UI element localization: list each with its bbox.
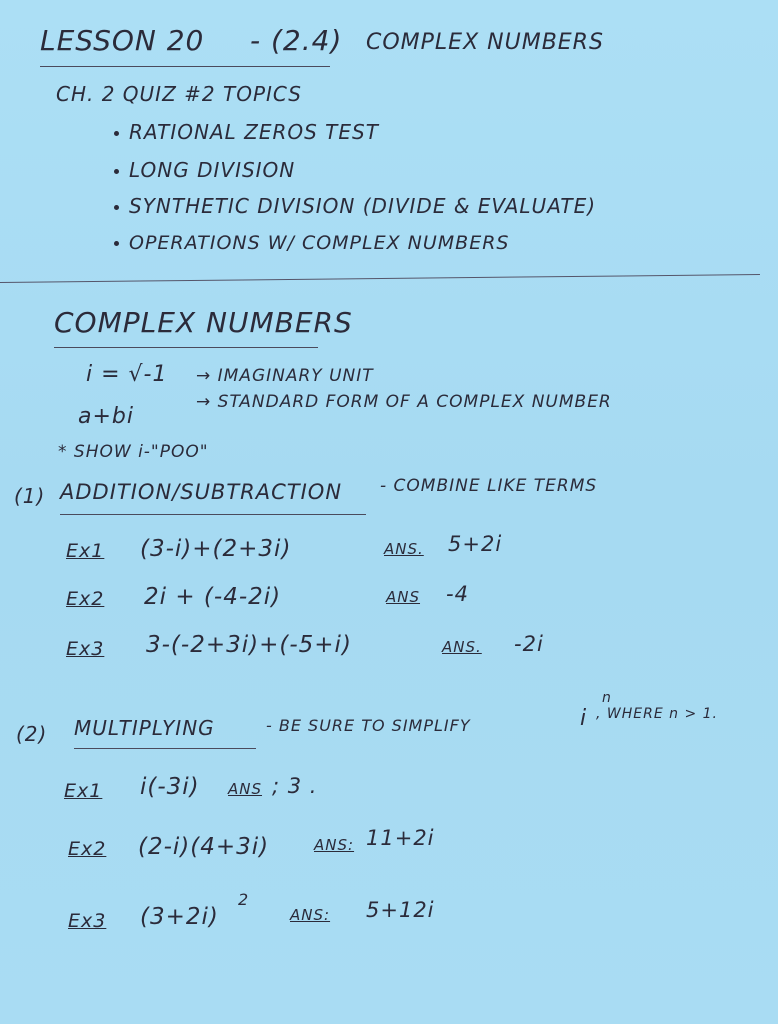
quiz-topic-item: [114, 120, 379, 144]
example-expression: i(-3i): [140, 774, 200, 800]
simplify-i: i: [580, 706, 588, 731]
bullet-icon: [114, 131, 119, 136]
lesson-topic: COMPLEX NUMBERS: [366, 30, 604, 55]
example-label: Ex2: [66, 588, 105, 610]
example-label: Ex1: [66, 540, 105, 562]
imaginary-unit-def: i = √-1: [86, 362, 168, 387]
quiz-topic-label: SYNTHETIC DIVISION (DIVIDE & EVALUATE): [129, 194, 597, 218]
quiz-topic-item: [114, 194, 596, 218]
multiplying-title: MULTIPLYING: [74, 716, 215, 740]
quiz-topic-label: RATIONAL ZEROS TEST: [129, 120, 379, 144]
quiz-title: CH. 2 QUIZ #2 TOPICS: [56, 82, 302, 106]
quiz-topic-item: [114, 232, 509, 254]
standard-form-label: → STANDARD FORM OF A COMPLEX NUMBER: [196, 392, 612, 412]
lesson-title-underline: [40, 66, 330, 67]
multiplying-desc: - BE SURE TO SIMPLIFY: [266, 716, 471, 735]
example-label: Ex2: [68, 838, 107, 860]
multiplying-title-underline: [74, 748, 256, 749]
answer-label: ANS: [228, 780, 263, 798]
example-exponent: 2: [238, 890, 249, 909]
section-divider: [0, 274, 760, 283]
answer-value: ; 3 .: [272, 774, 318, 798]
answer-label: ANS: [386, 588, 421, 606]
complex-title-underline: [54, 347, 318, 348]
answer-label: ANS:: [314, 836, 355, 854]
example-expression: 3-(-2+3i)+(-5+i): [146, 632, 352, 658]
simplify-exponent: n: [602, 690, 611, 706]
addition-title: ADDITION/SUBTRACTION: [60, 480, 343, 504]
answer-label: ANS:: [290, 906, 331, 924]
lesson-title: LESSON 20: [40, 24, 205, 57]
answer-value: 5+12i: [366, 898, 435, 922]
addition-desc: - COMBINE LIKE TERMS: [380, 476, 598, 496]
show-note: * SHOW i-"POO": [58, 442, 209, 462]
example-expression: (2-i)(4+3i): [138, 834, 270, 860]
bullet-icon: [114, 205, 119, 210]
imaginary-unit-label: → IMAGINARY UNIT: [196, 366, 374, 386]
section-number: (2): [16, 722, 48, 746]
bullet-icon: [114, 169, 119, 174]
section-number: (1): [14, 484, 46, 508]
bullet-icon: [114, 241, 119, 246]
complex-title: COMPLEX NUMBERS: [54, 306, 353, 339]
example-label: Ex1: [64, 780, 103, 802]
answer-value: -4: [446, 582, 469, 606]
example-label: Ex3: [68, 910, 107, 932]
addition-title-underline: [60, 514, 366, 515]
example-expression: (3-i)+(2+3i): [140, 536, 292, 562]
quiz-topic-label: OPERATIONS W/ COMPLEX NUMBERS: [129, 232, 510, 254]
quiz-topic-item: [114, 158, 295, 182]
answer-label: ANS.: [442, 638, 482, 656]
example-expression: 2i + (-4-2i): [144, 584, 282, 610]
answer-value: -2i: [514, 632, 544, 656]
lesson-section: - (2.4): [250, 24, 343, 57]
answer-value: 5+2i: [448, 532, 503, 556]
standard-form-expr: a+bi: [78, 404, 134, 429]
example-expression: (3+2i): [140, 904, 219, 930]
quiz-topic-label: LONG DIVISION: [129, 158, 296, 182]
answer-value: 11+2i: [366, 826, 435, 850]
simplify-condition: , WHERE n > 1.: [596, 706, 719, 722]
example-label: Ex3: [66, 638, 105, 660]
answer-label: ANS.: [384, 540, 424, 558]
